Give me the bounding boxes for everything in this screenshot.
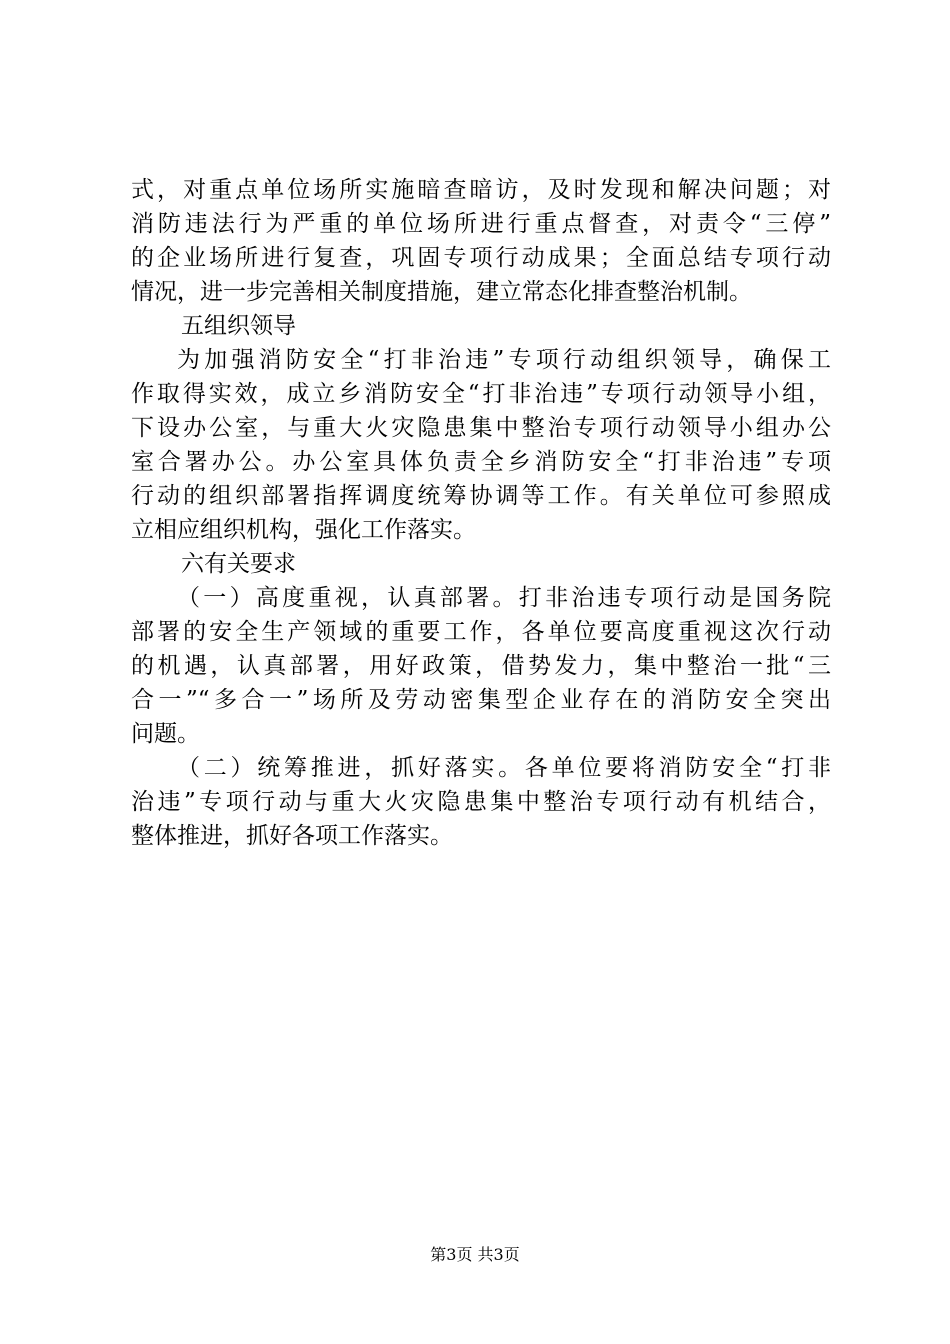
body-line: 治违”专项行动与重大火灾隐患集中整治专项行动有机结合，: [131, 789, 831, 815]
section-heading: 六有关要求: [181, 551, 296, 577]
body-line: 消防违法行为严重的单位场所进行重点督查，对责令“三停”: [131, 211, 831, 237]
body-line: （二）统筹推进，抓好落实。各单位要将消防安全“打非: [177, 755, 831, 781]
body-line: 情况，进一步完善相关制度措施，建立常态化排查整治机制。: [131, 279, 752, 305]
body-line: 室合署办公。办公室具体负责全乡消防安全“打非治违”专项: [131, 449, 831, 475]
body-line: 问题。: [131, 721, 200, 747]
body-line: （一）高度重视，认真部署。打非治违专项行动是国务院: [177, 585, 831, 611]
body-line: 式，对重点单位场所实施暗查暗访，及时发现和解决问题；对: [131, 177, 831, 203]
body-line: 作取得实效，成立乡消防安全“打非治违”专项行动领导小组，: [131, 381, 831, 407]
body-line: 为加强消防安全“打非治违”专项行动组织领导，确保工: [177, 347, 831, 373]
section-heading: 五组织领导: [181, 313, 296, 339]
body-line: 整体推进，抓好各项工作落实。: [131, 823, 453, 849]
body-line: 下设办公室，与重大火灾隐患集中整治专项行动领导小组办公: [131, 415, 831, 441]
body-line: 合一”“多合一”场所及劳动密集型企业存在的消防安全突出: [131, 687, 831, 713]
page-number-footer: 第3页 共3页: [430, 1245, 520, 1264]
body-line: 的企业场所进行复查，巩固专项行动成果；全面总结专项行动: [131, 245, 831, 271]
body-line: 的机遇，认真部署，用好政策，借势发力，集中整治一批“三: [131, 653, 831, 679]
body-line: 部署的安全生产领域的重要工作，各单位要高度重视这次行动: [131, 619, 831, 645]
body-line: 行动的组织部署指挥调度统筹协调等工作。有关单位可参照成: [131, 483, 831, 509]
body-line: 立相应组织机构，强化工作落实。: [131, 517, 476, 543]
document-body: [131, 173, 831, 853]
